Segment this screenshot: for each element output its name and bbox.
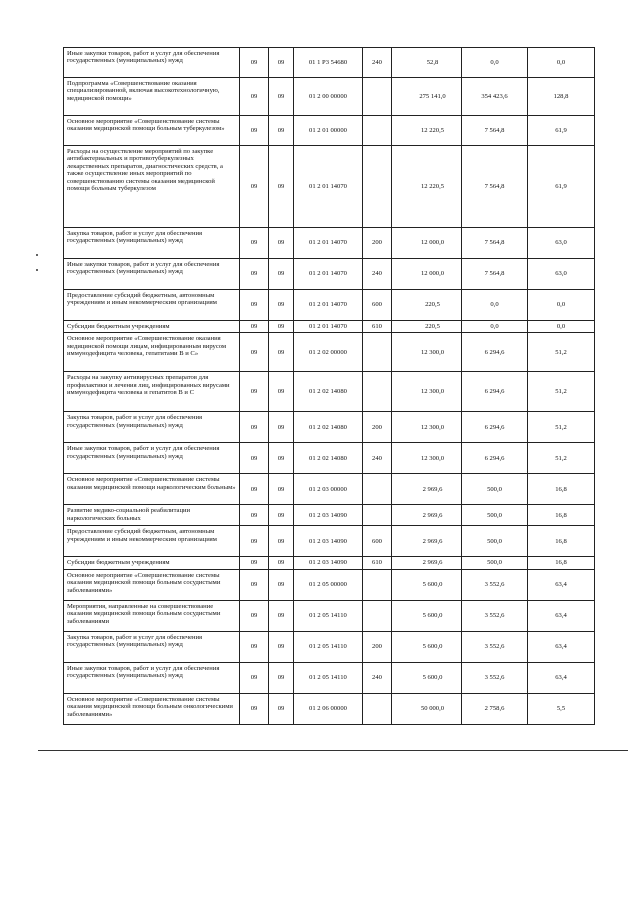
table-row [64, 693, 595, 724]
cell-section: 09 [240, 474, 269, 505]
cell-plan-amount: 52,8 [392, 48, 462, 78]
row-name: Иные закупки товаров, работ и услуг для обеспечения государственных (муниципальных) нужд [64, 259, 240, 290]
cell-plan-amount: 12 300,0 [392, 372, 462, 412]
cell-target-article: 01 2 03 14090 [294, 557, 363, 569]
cell-subsection: 09 [269, 290, 294, 321]
table-row [64, 146, 595, 228]
cell-expense-type: 610 [363, 321, 392, 333]
cell-expense-type [363, 505, 392, 526]
cell-actual-amount: 7 564,8 [462, 146, 528, 228]
row-name: Основное мероприятие «Совершенствование оказания медицинской помощи лицам, инфицированным вирусом иммунодефицита человека, гепатитами В и С» [64, 333, 240, 372]
cell-target-article: 01 2 05 14110 [294, 631, 363, 662]
cell-execution-percent: 61,9 [528, 146, 595, 228]
cell-subsection: 09 [269, 259, 294, 290]
table-row [64, 372, 595, 412]
cell-subsection: 09 [269, 693, 294, 724]
budget-table [63, 47, 595, 725]
cell-actual-amount: 0,0 [462, 48, 528, 78]
cell-expense-type: 240 [363, 443, 392, 474]
cell-plan-amount: 220,5 [392, 321, 462, 333]
row-name: Субсидии бюджетным учреждениям [64, 321, 240, 333]
cell-target-article: 01 2 05 14110 [294, 662, 363, 693]
cell-actual-amount: 3 552,6 [462, 631, 528, 662]
cell-target-article: 01 2 05 14110 [294, 600, 363, 631]
cell-target-article: 01 2 03 14090 [294, 526, 363, 557]
table-row [64, 631, 595, 662]
cell-section: 09 [240, 557, 269, 569]
scan-speck [36, 269, 38, 271]
cell-subsection: 09 [269, 526, 294, 557]
cell-target-article: 01 2 03 00000 [294, 474, 363, 505]
table-row [64, 505, 595, 526]
cell-execution-percent: 0,0 [528, 321, 595, 333]
row-name: Расходы на осуществление мероприятий по закупке антибактериальных и противотуберкулезных лекарственных препаратов, диагностических средств, а также осуществление иных мероприятий по совершенствованию системы оказания медицинской помощи больным туберкулезом [64, 146, 240, 228]
cell-actual-amount: 3 552,6 [462, 662, 528, 693]
table-row [64, 116, 595, 146]
cell-execution-percent: 51,2 [528, 412, 595, 443]
cell-plan-amount: 12 300,0 [392, 333, 462, 372]
cell-section: 09 [240, 146, 269, 228]
cell-subsection: 09 [269, 321, 294, 333]
table-row [64, 333, 595, 372]
cell-plan-amount: 12 000,0 [392, 228, 462, 259]
cell-execution-percent: 16,8 [528, 526, 595, 557]
cell-actual-amount: 3 552,6 [462, 569, 528, 600]
cell-actual-amount: 6 294,6 [462, 372, 528, 412]
cell-expense-type: 600 [363, 526, 392, 557]
row-name: Предоставление субсидий бюджетным, автономным учреждениям и иным некоммерческим организациям [64, 290, 240, 321]
row-name: Закупка товаров, работ и услуг для обеспечения государственных (муниципальных) нужд [64, 412, 240, 443]
cell-subsection: 09 [269, 557, 294, 569]
cell-actual-amount: 6 294,6 [462, 333, 528, 372]
row-name: Основное мероприятие «Совершенствование системы оказания медицинской помощи больным туберкулезом» [64, 116, 240, 146]
table-row [64, 321, 595, 333]
cell-section: 09 [240, 48, 269, 78]
cell-section: 09 [240, 569, 269, 600]
cell-plan-amount: 5 600,0 [392, 662, 462, 693]
cell-section: 09 [240, 693, 269, 724]
cell-plan-amount: 2 969,6 [392, 557, 462, 569]
cell-target-article: 01 2 01 14070 [294, 228, 363, 259]
row-name: Основное мероприятие «Совершенствование системы оказания медицинской помощи больным сосудистыми заболеваниями» [64, 569, 240, 600]
cell-execution-percent: 0,0 [528, 48, 595, 78]
cell-expense-type [363, 333, 392, 372]
cell-plan-amount: 2 969,6 [392, 505, 462, 526]
cell-section: 09 [240, 662, 269, 693]
row-name: Субсидии бюджетным учреждениям [64, 557, 240, 569]
cell-actual-amount: 7 564,8 [462, 228, 528, 259]
cell-section: 09 [240, 259, 269, 290]
cell-actual-amount: 500,0 [462, 557, 528, 569]
cell-actual-amount: 500,0 [462, 505, 528, 526]
row-name: Иные закупки товаров, работ и услуг для обеспечения государственных (муниципальных) нужд [64, 662, 240, 693]
table-row [64, 412, 595, 443]
cell-plan-amount: 12 220,5 [392, 146, 462, 228]
cell-plan-amount: 5 600,0 [392, 631, 462, 662]
cell-target-article: 01 2 02 00000 [294, 333, 363, 372]
cell-actual-amount: 7 564,8 [462, 259, 528, 290]
row-name: Основное мероприятие «Совершенствование системы оказания медицинской помощи больным онкологическими заболеваниями» [64, 693, 240, 724]
cell-actual-amount: 6 294,6 [462, 443, 528, 474]
cell-expense-type [363, 146, 392, 228]
cell-plan-amount: 12 220,5 [392, 116, 462, 146]
cell-target-article: 01 2 01 14070 [294, 290, 363, 321]
cell-expense-type [363, 600, 392, 631]
cell-subsection: 09 [269, 662, 294, 693]
cell-execution-percent: 63,4 [528, 631, 595, 662]
table-row [64, 662, 595, 693]
cell-subsection: 09 [269, 333, 294, 372]
cell-subsection: 09 [269, 569, 294, 600]
cell-expense-type: 200 [363, 631, 392, 662]
cell-expense-type: 200 [363, 412, 392, 443]
cell-actual-amount: 354 423,6 [462, 78, 528, 116]
cell-actual-amount: 3 552,6 [462, 600, 528, 631]
cell-subsection: 09 [269, 412, 294, 443]
cell-section: 09 [240, 443, 269, 474]
cell-expense-type [363, 372, 392, 412]
cell-subsection: 09 [269, 474, 294, 505]
row-name: Основное мероприятие «Совершенствование системы оказания медицинской помощи наркологическим больным» [64, 474, 240, 505]
cell-execution-percent: 0,0 [528, 290, 595, 321]
cell-section: 09 [240, 321, 269, 333]
row-name: Закупка товаров, работ и услуг для обеспечения государственных (муниципальных) нужд [64, 228, 240, 259]
cell-plan-amount: 2 969,6 [392, 526, 462, 557]
cell-execution-percent: 51,2 [528, 443, 595, 474]
cell-execution-percent: 5,5 [528, 693, 595, 724]
cell-section: 09 [240, 78, 269, 116]
table-row [64, 557, 595, 569]
cell-expense-type [363, 569, 392, 600]
cell-subsection: 09 [269, 48, 294, 78]
cell-section: 09 [240, 526, 269, 557]
table-row [64, 526, 595, 557]
cell-execution-percent: 16,8 [528, 474, 595, 505]
cell-expense-type: 610 [363, 557, 392, 569]
cell-plan-amount: 12 300,0 [392, 443, 462, 474]
cell-execution-percent: 51,2 [528, 333, 595, 372]
table-row [64, 600, 595, 631]
cell-execution-percent: 16,8 [528, 557, 595, 569]
cell-plan-amount: 5 600,0 [392, 569, 462, 600]
cell-execution-percent: 63,4 [528, 600, 595, 631]
cell-actual-amount: 2 758,6 [462, 693, 528, 724]
row-name: Иные закупки товаров, работ и услуг для обеспечения государственных (муниципальных) нужд [64, 443, 240, 474]
table-row [64, 78, 595, 116]
cell-section: 09 [240, 372, 269, 412]
table-row [64, 569, 595, 600]
table-row [64, 443, 595, 474]
cell-subsection: 09 [269, 372, 294, 412]
cell-section: 09 [240, 290, 269, 321]
cell-actual-amount: 7 564,8 [462, 116, 528, 146]
cell-actual-amount: 6 294,6 [462, 412, 528, 443]
table-row [64, 259, 595, 290]
cell-actual-amount: 500,0 [462, 474, 528, 505]
page-bottom-rule [38, 750, 628, 751]
cell-subsection: 09 [269, 116, 294, 146]
cell-target-article: 01 2 01 00000 [294, 116, 363, 146]
cell-section: 09 [240, 505, 269, 526]
cell-plan-amount: 2 969,6 [392, 474, 462, 505]
cell-execution-percent: 61,9 [528, 116, 595, 146]
table-row [64, 228, 595, 259]
cell-execution-percent: 63,4 [528, 662, 595, 693]
cell-subsection: 09 [269, 600, 294, 631]
cell-section: 09 [240, 600, 269, 631]
cell-plan-amount: 50 000,0 [392, 693, 462, 724]
cell-plan-amount: 12 000,0 [392, 259, 462, 290]
row-name: Закупка товаров, работ и услуг для обеспечения государственных (муниципальных) нужд [64, 631, 240, 662]
cell-expense-type: 200 [363, 228, 392, 259]
budget-table-body [64, 48, 595, 725]
cell-subsection: 09 [269, 228, 294, 259]
table-row [64, 474, 595, 505]
cell-target-article: 01 2 02 14080 [294, 372, 363, 412]
cell-section: 09 [240, 228, 269, 259]
row-name: Иные закупки товаров, работ и услуг для обеспечения государственных (муниципальных) нужд [64, 48, 240, 78]
cell-plan-amount: 220,5 [392, 290, 462, 321]
scan-speck [36, 254, 38, 256]
cell-expense-type: 240 [363, 259, 392, 290]
cell-execution-percent: 63,0 [528, 259, 595, 290]
cell-section: 09 [240, 333, 269, 372]
cell-target-article: 01 2 05 00000 [294, 569, 363, 600]
cell-actual-amount: 0,0 [462, 290, 528, 321]
cell-expense-type: 240 [363, 48, 392, 78]
cell-section: 09 [240, 412, 269, 443]
cell-target-article: 01 2 03 14090 [294, 505, 363, 526]
cell-execution-percent: 51,2 [528, 372, 595, 412]
cell-actual-amount: 500,0 [462, 526, 528, 557]
cell-section: 09 [240, 116, 269, 146]
row-name: Подпрограмма «Совершенствование оказания специализированной, включая высокотехнологичную, медицинской помощи» [64, 78, 240, 116]
cell-subsection: 09 [269, 443, 294, 474]
cell-execution-percent: 63,0 [528, 228, 595, 259]
cell-section: 09 [240, 631, 269, 662]
cell-subsection: 09 [269, 78, 294, 116]
cell-target-article: 01 2 02 14080 [294, 443, 363, 474]
cell-target-article: 01 2 01 14070 [294, 321, 363, 333]
cell-plan-amount: 12 300,0 [392, 412, 462, 443]
cell-actual-amount: 0,0 [462, 321, 528, 333]
row-name: Расходы на закупку антивирусных препаратов для профилактики и лечения лиц, инфицированных вирусами иммунодефицита человека и гепатитов В и С [64, 372, 240, 412]
cell-expense-type [363, 693, 392, 724]
cell-execution-percent: 128,8 [528, 78, 595, 116]
table-row [64, 290, 595, 321]
cell-expense-type: 240 [363, 662, 392, 693]
cell-target-article: 01 2 00 00000 [294, 78, 363, 116]
cell-target-article: 01 2 02 14080 [294, 412, 363, 443]
cell-expense-type [363, 116, 392, 146]
cell-target-article: 01 2 01 14070 [294, 259, 363, 290]
cell-expense-type: 600 [363, 290, 392, 321]
cell-expense-type [363, 78, 392, 116]
table-row [64, 48, 595, 78]
row-name: Развитие медико-социальной реабилитации наркологических больных [64, 505, 240, 526]
cell-target-article: 01 2 01 14070 [294, 146, 363, 228]
cell-expense-type [363, 474, 392, 505]
cell-subsection: 09 [269, 505, 294, 526]
cell-target-article: 01 1 P3 54680 [294, 48, 363, 78]
cell-plan-amount: 5 600,0 [392, 600, 462, 631]
cell-execution-percent: 16,8 [528, 505, 595, 526]
cell-subsection: 09 [269, 146, 294, 228]
cell-plan-amount: 275 141,0 [392, 78, 462, 116]
cell-execution-percent: 63,4 [528, 569, 595, 600]
cell-subsection: 09 [269, 631, 294, 662]
row-name: Предоставление субсидий бюджетным, автономным учреждениям и иным некоммерческим организациям [64, 526, 240, 557]
row-name: Мероприятия, направленные на совершенствование оказания медицинской помощи больным сосудистыми заболеваниями [64, 600, 240, 631]
cell-target-article: 01 2 06 00000 [294, 693, 363, 724]
